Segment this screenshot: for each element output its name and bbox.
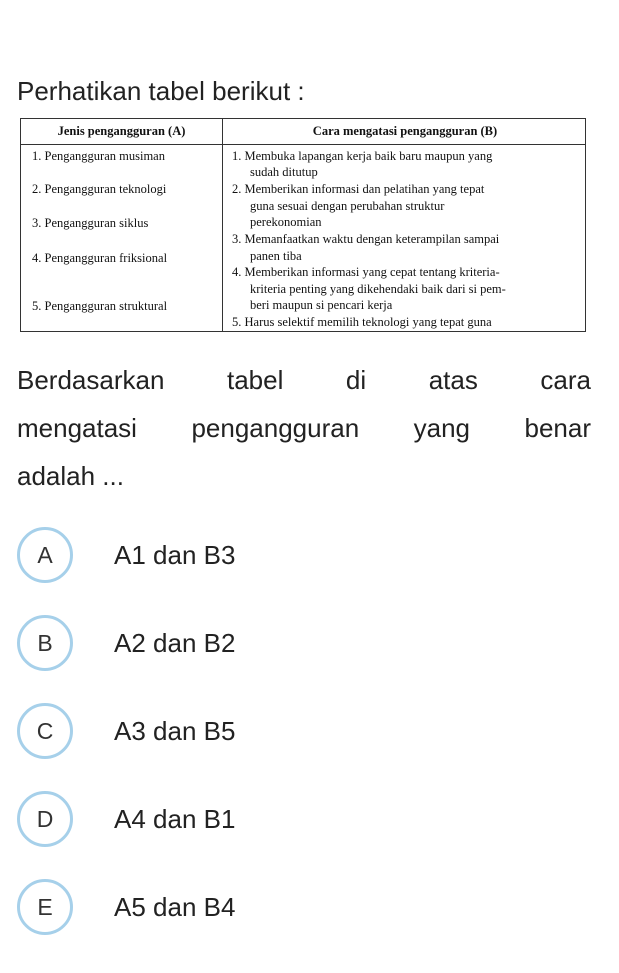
question-word: cara <box>540 365 591 395</box>
table-column-divider <box>222 119 223 331</box>
table-header-a: Jenis pengangguran (A) <box>57 124 186 138</box>
table-b-line: 3. Memanfaatkan waktu dengan keterampilan sampai <box>232 232 500 246</box>
table-b-line: panen tiba <box>250 249 302 263</box>
table-cell-a2: 2. Pengangguran teknologi <box>32 182 167 196</box>
table-b-line: beri maupun si pencari kerja <box>250 298 393 312</box>
question-word: benar <box>524 413 591 443</box>
table-b-line: 2. Memberikan informasi dan pelatihan yang tepat <box>232 182 485 196</box>
table-b-line: 1. Membuka lapangan kerja baik baru maupun yang <box>232 149 493 163</box>
table-cell-a4: 4. Pengangguran friksional <box>32 251 168 265</box>
question-word: yang <box>413 413 471 443</box>
option-a[interactable] <box>17 527 587 593</box>
question-word: atas <box>428 365 478 395</box>
table-b-line: kriteria penting yang dikehendaki baik dari si pem- <box>250 282 506 296</box>
option-b-letter-circle[interactable]: B <box>17 615 73 671</box>
table-cell-a1: 1. Pengangguran musiman <box>32 149 165 163</box>
question-word: di <box>345 365 367 395</box>
option-d[interactable] <box>17 791 587 857</box>
intro-text: Perhatikan tabel berikut : <box>17 76 305 106</box>
table-b-line: perekonomian <box>250 215 322 229</box>
question-line-2 <box>17 404 591 452</box>
question-line-1 <box>17 356 591 404</box>
table-b-line: guna sesuai dengan perubahan struktur <box>250 199 445 213</box>
option-d-letter-circle[interactable]: D <box>17 791 73 847</box>
table-header-b: Cara mengatasi pengangguran (B) <box>312 124 498 138</box>
question-word: Berdasarkan <box>17 365 165 395</box>
option-d-text[interactable]: A4 dan B1 <box>114 804 236 834</box>
question-word: pengangguran <box>191 413 360 443</box>
option-c-letter-circle[interactable]: C <box>17 703 73 759</box>
option-b[interactable] <box>17 615 587 681</box>
option-e-letter-circle[interactable]: E <box>17 879 73 935</box>
question-word: tabel <box>226 365 284 395</box>
table-b-line: 5. Harus selektif memilih teknologi yang tepat guna <box>232 315 492 329</box>
table-header-divider <box>21 144 585 145</box>
table-b-line: 4. Memberikan informasi yang cepat tentang kriteria- <box>232 265 500 279</box>
option-c[interactable] <box>17 703 587 769</box>
question-text <box>17 356 591 500</box>
table-b-line: sudah ditutup <box>250 165 318 179</box>
option-a-text[interactable]: A1 dan B3 <box>114 540 236 570</box>
option-e[interactable] <box>17 879 587 945</box>
option-b-text[interactable]: A2 dan B2 <box>114 628 236 658</box>
question-word: mengatasi <box>17 413 137 443</box>
option-c-text[interactable]: A3 dan B5 <box>114 716 236 746</box>
table-cell-a5: 5. Pengangguran struktural <box>32 299 168 313</box>
pengangguran-table-image <box>20 118 586 332</box>
option-e-text[interactable]: A5 dan B4 <box>114 892 236 922</box>
table-cell-a3: 3. Pengangguran siklus <box>32 216 149 230</box>
option-a-letter-circle[interactable]: A <box>17 527 73 583</box>
question-line-3: adalah ... <box>17 461 124 491</box>
